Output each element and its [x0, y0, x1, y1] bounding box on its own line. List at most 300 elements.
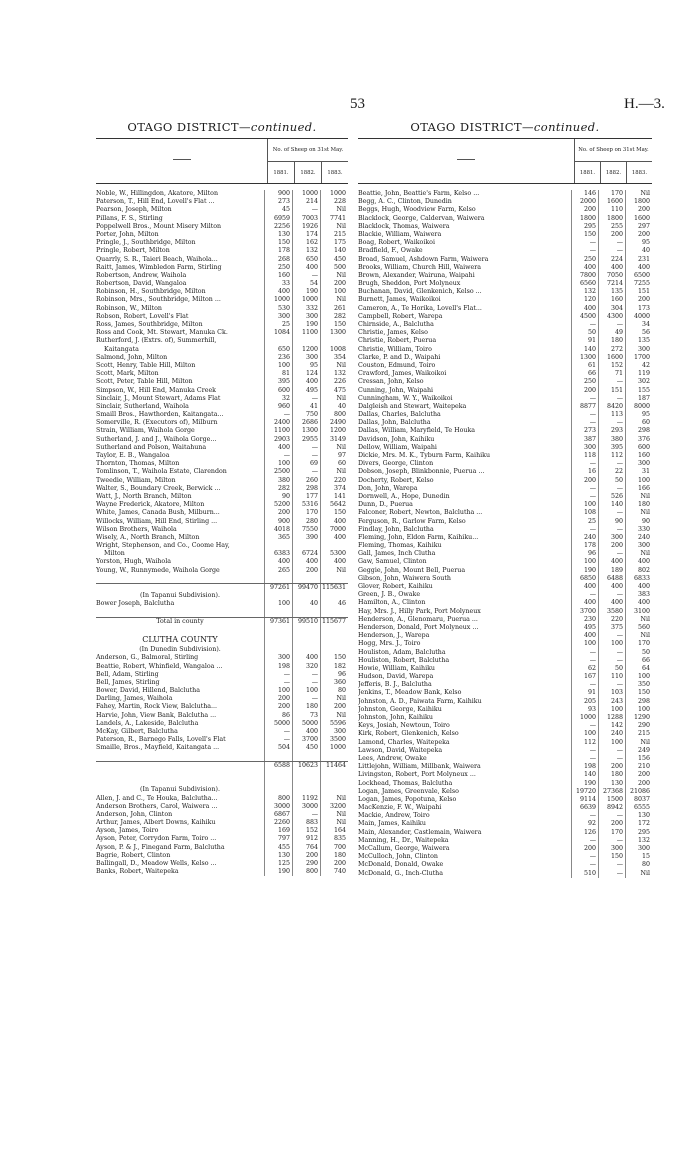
sheep-count-1881: 365 [264, 534, 292, 542]
owner-name: Smaille, Bros., Mayfield, Kaitangata ... [96, 744, 220, 752]
owner-name: Henderson, A., Glenomaru, Puerua ... [358, 615, 478, 623]
table-row [358, 313, 652, 321]
sheep-count-1881: 600 [264, 387, 292, 395]
table-row [358, 640, 652, 648]
sheep-count-1883: 295 [625, 829, 652, 837]
sheep-count-1882: 375 [598, 624, 625, 632]
sheep-count-1882: — [292, 395, 320, 403]
table-row [96, 485, 348, 493]
sheep-count-1883: Nil [320, 362, 348, 370]
owner-name: Green, J. B., Owake [358, 591, 421, 599]
sheep-count-1881: 295 [571, 223, 598, 231]
sheep-count-1881: — [571, 321, 598, 329]
sheep-count-1882: 190 [292, 321, 320, 329]
sheep-count-1882: 3700 [292, 736, 320, 744]
sheep-count-1882: 140 [598, 501, 625, 509]
sheep-count-1883: 800 [320, 411, 348, 419]
sheep-count-1883: Nil [625, 493, 652, 501]
owner-name: Cunningham, W. Y., Waikoikoi [358, 394, 453, 402]
table-row [96, 626, 348, 634]
table-row [96, 395, 348, 403]
table-row [96, 687, 348, 695]
owner-name: Blackie, William, Waiwera [358, 230, 442, 238]
owner-name: Pringle, Robert, Milton [96, 247, 170, 255]
table-row [96, 844, 348, 852]
table-row [96, 518, 348, 526]
sheep-count-1883: 360 [320, 679, 348, 687]
sheep-count-1881: 2500 [264, 468, 292, 476]
owner-name: Hudson, David, Warepa [358, 673, 434, 681]
sheep-count-1882: 73 [292, 712, 320, 720]
owner-name: Tweedie, William, Milton [96, 476, 176, 484]
sheep-count-1883: 42 [625, 362, 652, 370]
owner-name: Lockhead, Thomas, Balclutha [358, 779, 453, 787]
table-row [358, 820, 652, 828]
sheep-count-1882 [292, 753, 320, 761]
sheep-count-1883: 4000 [625, 313, 652, 321]
table-row [96, 403, 348, 411]
sheep-count-1883: 180 [625, 501, 652, 509]
sheep-count-1883: 8000 [625, 403, 652, 411]
table-row [358, 305, 652, 313]
sheep-count-1882 [292, 646, 320, 654]
sheep-count-1881: 205 [571, 698, 598, 706]
table-row [96, 296, 348, 304]
table-row [358, 689, 652, 697]
sheep-count-1883: 298 [625, 427, 652, 435]
table-row [358, 370, 652, 378]
sheep-count-1882: 189 [598, 567, 625, 575]
sheep-count-1883: 40 [625, 247, 652, 255]
sheep-count-1883 [320, 778, 348, 786]
table-row [96, 501, 348, 509]
table-row [96, 720, 348, 728]
sheep-count-1883: 200 [320, 280, 348, 288]
table-row [96, 803, 348, 811]
sheep-count-1883 [320, 626, 348, 634]
table-row [358, 509, 652, 517]
sheep-count-1882: 450 [292, 744, 320, 752]
sheep-count-1883: 7255 [625, 280, 652, 288]
sheep-count-1883: 261 [320, 305, 348, 313]
sheep-count-1883: Nil [320, 444, 348, 452]
sheep-count-1882: — [598, 239, 625, 247]
sheep-count-1882: 1288 [598, 714, 625, 722]
owner-name [96, 778, 264, 786]
sheep-count-1883: 100 [625, 477, 652, 485]
sheep-count-1883: 500 [320, 264, 348, 272]
sheep-count-1882: 54 [292, 280, 320, 288]
sheep-count-1883: 150 [320, 509, 348, 517]
sheep-count-1883: 210 [625, 763, 652, 771]
sheep-count-1882: 69 [292, 460, 320, 468]
sheep-count-1881: 190 [264, 868, 292, 876]
table-row [96, 452, 348, 460]
sheep-count-1881: 250 [264, 264, 292, 272]
sheep-count-1883: 600 [625, 444, 652, 452]
sheep-count-1883: 5642 [320, 501, 348, 509]
sheep-count-1882: 395 [598, 444, 625, 452]
owner-name: Watt, J., North Branch, Milton [96, 492, 192, 500]
sheep-count-1882: 7550 [292, 526, 320, 534]
sheep-count-1883: 400 [625, 264, 652, 272]
sheep-count-1882: — [598, 526, 625, 534]
table-row [358, 608, 652, 616]
table-row [358, 845, 652, 853]
sheep-count-1883: 180 [320, 852, 348, 860]
sheep-count-1883: 6555 [625, 804, 652, 812]
sheep-count-1883: 1800 [625, 198, 652, 206]
table-row [358, 387, 652, 395]
district-heading: OTAGO DISTRICT—continued. [410, 120, 600, 134]
sheep-count-1883: 835 [320, 835, 348, 843]
table-row [358, 624, 652, 632]
sheep-count-1883: 290 [625, 722, 652, 730]
sheep-count-1883: 3200 [320, 803, 348, 811]
sheep-count-1881: — [264, 671, 292, 679]
table-row [96, 634, 348, 646]
sheep-count-1882: 764 [292, 844, 320, 852]
owner-name: Livingston, Robert, Port Molyneux ... [358, 771, 476, 779]
table-row [358, 542, 652, 550]
sheep-count-1881: — [571, 485, 598, 493]
sheep-count-1881: 8877 [571, 403, 598, 411]
table-row [358, 649, 652, 657]
sheep-count-1883: 282 [320, 313, 348, 321]
sheep-count-1883: 400 [320, 518, 348, 526]
sheep-count-1881: 395 [264, 378, 292, 386]
sheep-count-1883: 141 [320, 493, 348, 501]
sheep-count-1881: 150 [264, 239, 292, 247]
owner-name: Christie, William, Toiro [358, 345, 432, 353]
table-row [96, 761, 348, 770]
sheep-count-1883: 6500 [625, 272, 652, 280]
sheep-count-1882: 7214 [598, 280, 625, 288]
table-row [358, 296, 652, 304]
owner-name: Burnett, James, Waikoikoi [358, 296, 441, 304]
sheep-count-1883: 231 [625, 256, 652, 264]
sheep-count-1882: 190 [292, 288, 320, 296]
sheep-count-1882: 7003 [292, 215, 320, 223]
owner-name: Pearson, Joseph, Milton [96, 206, 172, 214]
sheep-count-1883: 56 [625, 329, 652, 337]
sheep-count-1881: 455 [264, 844, 292, 852]
sheep-count-1881: — [571, 419, 598, 427]
owner-name: McDonald, G., Inch-Clutha [358, 869, 443, 877]
table-row [96, 617, 348, 626]
sheep-count-1881: — [571, 526, 598, 534]
table-row [96, 346, 348, 354]
owner-name: Henderson, Donald, Port Molyneux ... [358, 623, 479, 631]
sheep-count-1882: — [292, 444, 320, 452]
owner-name: (In Tapanui Subdivision). [140, 592, 220, 600]
sheep-count-1882: 41 [292, 403, 320, 411]
sheep-count-1883: 50 [625, 649, 652, 657]
owner-name: Mackie, Andrew, Toiro [358, 812, 430, 820]
table-row [96, 370, 348, 378]
sheep-count-1882: 22 [598, 468, 625, 476]
owner-name: Rutherford, J. (Extrs. of), Summerhill, [96, 337, 217, 345]
table-row [96, 305, 348, 313]
sheep-count-1882: 151 [598, 387, 625, 395]
owner-name: Pillans, F. S., Stirling [96, 214, 163, 222]
sheep-count-1883 [320, 575, 348, 583]
sheep-count-1882: 255 [598, 223, 625, 231]
left-table-body [96, 190, 348, 876]
table-row [96, 190, 348, 198]
sheep-count-1883: Nil [625, 870, 652, 878]
sheep-count-1882: — [598, 419, 625, 427]
sheep-count-1883: 66 [625, 657, 652, 665]
table-row [358, 223, 652, 231]
table-row [358, 346, 652, 354]
table-row [358, 763, 652, 771]
sheep-count-1881: 273 [571, 427, 598, 435]
owner-name: McDonald, Donald, Owake [358, 861, 444, 869]
table-row [358, 403, 652, 411]
owner-name: Strain, William, Waihola Gorge [96, 427, 195, 435]
owner-name: Harvie, John, View Bank, Balclutha ... [96, 711, 217, 719]
sheep-count-1882: 150 [598, 853, 625, 861]
year-header: 1881. [273, 169, 289, 176]
sheep-count-1882: 200 [598, 763, 625, 771]
sheep-count-1883: 60 [320, 460, 348, 468]
table-row [96, 206, 348, 214]
owner-name: Sutherland, J. and J., Waihola Gorge... [96, 435, 217, 443]
sheep-count-1882: 224 [598, 256, 625, 264]
sheep-count-1882: 400 [598, 599, 625, 607]
owner-name: Christie, Robert, Puerua [358, 337, 437, 345]
sheep-count-1881: 100 [264, 460, 292, 468]
sheep-count-1881: 100 [571, 730, 598, 738]
table-row [358, 673, 652, 681]
table-row [96, 695, 348, 703]
owner-name: Scott, Peter, Table Hill, Milton [96, 378, 193, 386]
sheep-count-1882: 300 [292, 313, 320, 321]
table-row [358, 231, 652, 239]
sheep-count-1881: 530 [264, 305, 292, 313]
sheep-count-1881: 81 [264, 370, 292, 378]
sheep-count-1881: — [571, 853, 598, 861]
sheep-count-1883: 64 [625, 665, 652, 673]
owner-name [96, 584, 264, 592]
owner-name: Dallas, John, Balclutha [358, 419, 431, 427]
sheep-count-1882: 152 [598, 362, 625, 370]
sheep-count-1882: — [598, 378, 625, 386]
year-header: 1883. [626, 162, 652, 183]
owner-name: Littlejohn, William, Millbank, Waiwera [358, 763, 481, 771]
sheep-count-1881: 400 [264, 288, 292, 296]
sheep-count-1881: — [571, 591, 598, 599]
table-row [96, 835, 348, 843]
sheep-count-1881: 167 [571, 673, 598, 681]
sheep-count-1882: — [598, 591, 625, 599]
sheep-count-1881: 7800 [571, 272, 598, 280]
sheep-count-1882: 110 [598, 673, 625, 681]
owner-name: Johnston, A. D., Paiwata Farm, Kaihiku [358, 697, 482, 705]
table-row [358, 264, 652, 272]
year-header: 1882. [600, 162, 626, 183]
owner-name: Boag, Robert, Waikoikoi [358, 239, 435, 247]
owner-name: Dickie, Mrs. M. K., Tyburn Farm, Kaihiku [358, 452, 491, 459]
owner-name: Tomlinson, T., Waihola Estate, Clarendon [96, 468, 227, 476]
owner-name: Campbell, Robert, Warepa [358, 312, 443, 320]
owner-name: Cunning, John, Waipahi [358, 386, 434, 394]
sheep-count-1882: 300 [598, 534, 625, 542]
sheep-count-1882: 162 [292, 239, 320, 247]
owner-name: Glover, Robert, Kaihiku [358, 583, 433, 590]
table-row [358, 288, 652, 296]
sheep-count-1881: — [571, 411, 598, 419]
sheep-count-1883: Nil [320, 296, 348, 304]
sheep-count-1883 [320, 786, 348, 794]
sheep-count-1882: 495 [292, 387, 320, 395]
table-row [358, 755, 652, 763]
sheep-count-1881: 6850 [571, 575, 598, 583]
sheep-count-1883: 164 [320, 827, 348, 835]
sheep-count-1882: — [292, 468, 320, 476]
sheep-count-1883: 130 [625, 812, 652, 820]
table-row [96, 860, 348, 868]
sheep-count-1882: 180 [598, 337, 625, 345]
table-row [96, 477, 348, 485]
sheep-count-1882: 293 [598, 427, 625, 435]
table-row [96, 567, 348, 575]
owner-name: Brugh, Sheddon, Port Molyneux [358, 280, 461, 288]
table-row [96, 288, 348, 296]
sheep-count-1882: 90 [598, 518, 625, 526]
owner-name: Lamond, Charles, Waitepeka [358, 738, 450, 746]
owner-name: Lawson, David, Waitepeka [358, 746, 443, 754]
sheep-count-1881: 800 [264, 795, 292, 803]
sheep-count-1882 [292, 575, 320, 583]
owner-name: MacKenzie, F. W., Waipahi [358, 804, 442, 812]
sheep-count-1882: 320 [292, 663, 320, 671]
sheep-count-1883: 135 [625, 337, 652, 345]
table-row [96, 378, 348, 386]
sheep-count-1883: Nil [320, 795, 348, 803]
sheep-count-1882: — [598, 509, 625, 517]
sheep-count-1883: 40 [320, 403, 348, 411]
table-row [96, 795, 348, 803]
owner-name: Arthur, James, Albert Downs, Kaihiku [96, 819, 216, 827]
sheep-count-1881: 6867 [264, 811, 292, 819]
owner-name: Keys, Josiah, Newtoun, Toiro [358, 722, 450, 730]
table-row [358, 558, 652, 566]
table-row [358, 272, 652, 280]
table-row [358, 632, 652, 640]
sheep-count-1882: 180 [598, 771, 625, 779]
sheep-count-1882: 71 [598, 370, 625, 378]
sheep-count-1881: 797 [264, 835, 292, 843]
sheep-count-1881 [264, 634, 292, 646]
sheep-count-1882 [292, 609, 320, 617]
owner-name: Docherty, Robert, Kelso [358, 476, 434, 484]
owner-name: Dellow, William, Waipahi [358, 443, 437, 451]
sheep-count-1882: — [292, 811, 320, 819]
table-row [358, 452, 652, 460]
table-row [96, 542, 348, 550]
sheep-count-1881: 400 [264, 444, 292, 452]
owner-name: Robinson, Mrs., Southbridge, Milton ... [96, 296, 221, 304]
owner-name: Anderson, G., Balmoral, Stirling [96, 654, 199, 662]
sheep-count-1881: 160 [264, 272, 292, 280]
sheep-count-1881: 150 [571, 231, 598, 239]
table-row [96, 753, 348, 761]
owner-name: Young, W., Runnymede, Waihola Gorge [96, 566, 220, 574]
sheep-count-1881: 900 [264, 190, 292, 198]
table-row [358, 493, 652, 501]
table-row [358, 714, 652, 722]
sheep-count-1882: 8942 [598, 804, 625, 812]
sheep-count-1882: 100 [598, 640, 625, 648]
sheep-count-1883: 1600 [625, 215, 652, 223]
table-row [358, 583, 652, 591]
table-row [96, 444, 348, 452]
sheep-count-1882: 200 [292, 852, 320, 860]
owner-name: Anderson Brothers, Carol, Waiwera ... [96, 802, 218, 810]
table-row [96, 663, 348, 671]
sheep-count-1883: 97 [320, 452, 348, 460]
sheep-count-1881: 282 [264, 485, 292, 493]
sheep-count-1882: 49 [598, 329, 625, 337]
sheep-count-1882: 1100 [292, 329, 320, 337]
sheep-count-1883: 200 [320, 703, 348, 711]
sheep-count-1883: 140 [320, 247, 348, 255]
column-caption: No. of Sheep on 31st May. [268, 139, 348, 162]
sheep-count-1881: 240 [571, 534, 598, 542]
sheep-count-1882: — [292, 272, 320, 280]
table-row [96, 819, 348, 827]
sheep-count-1883: 400 [625, 583, 652, 591]
sheep-count-1883: 100 [625, 706, 652, 714]
table-row [358, 411, 652, 419]
table-row [96, 679, 348, 687]
table-row [358, 280, 652, 288]
table-row [96, 712, 348, 720]
sheep-count-1881: 91 [571, 689, 598, 697]
owner-name: Johnston, John, Kaihiku [358, 714, 433, 721]
sheep-count-1881: — [264, 728, 292, 736]
sheep-count-1882: — [598, 812, 625, 820]
sheep-count-1883: 300 [625, 845, 652, 853]
sheep-count-1881: 16 [571, 468, 598, 476]
sheep-count-1883: 226 [320, 378, 348, 386]
sheep-count-1883: 1200 [320, 427, 348, 435]
sheep-count-1883: 3100 [625, 608, 652, 616]
table-row [358, 239, 652, 247]
sheep-count-1881: 33 [264, 280, 292, 288]
table-row [358, 591, 652, 599]
district-heading: OTAGO DISTRICT—continued. [127, 120, 317, 134]
sheep-count-1883: 5300 [320, 550, 348, 558]
sheep-count-1881: 300 [571, 444, 598, 452]
sheep-count-1881: 6959 [264, 215, 292, 223]
table-row [358, 362, 652, 370]
table-row [96, 411, 348, 419]
sheep-count-1882: 200 [598, 231, 625, 239]
sheep-count-1883: Nil [320, 819, 348, 827]
sheep-count-1882: 300 [292, 354, 320, 362]
sheep-count-1882: 177 [292, 493, 320, 501]
sheep-count-1882: 99510 [292, 618, 320, 626]
sheep-count-1882: 5316 [292, 501, 320, 509]
sheep-count-1882: — [598, 550, 625, 558]
sheep-count-1882: 135 [598, 288, 625, 296]
sheep-count-1882: 6488 [598, 575, 625, 583]
sheep-count-1883: 95 [625, 411, 652, 419]
sheep-count-1881: 400 [571, 599, 598, 607]
